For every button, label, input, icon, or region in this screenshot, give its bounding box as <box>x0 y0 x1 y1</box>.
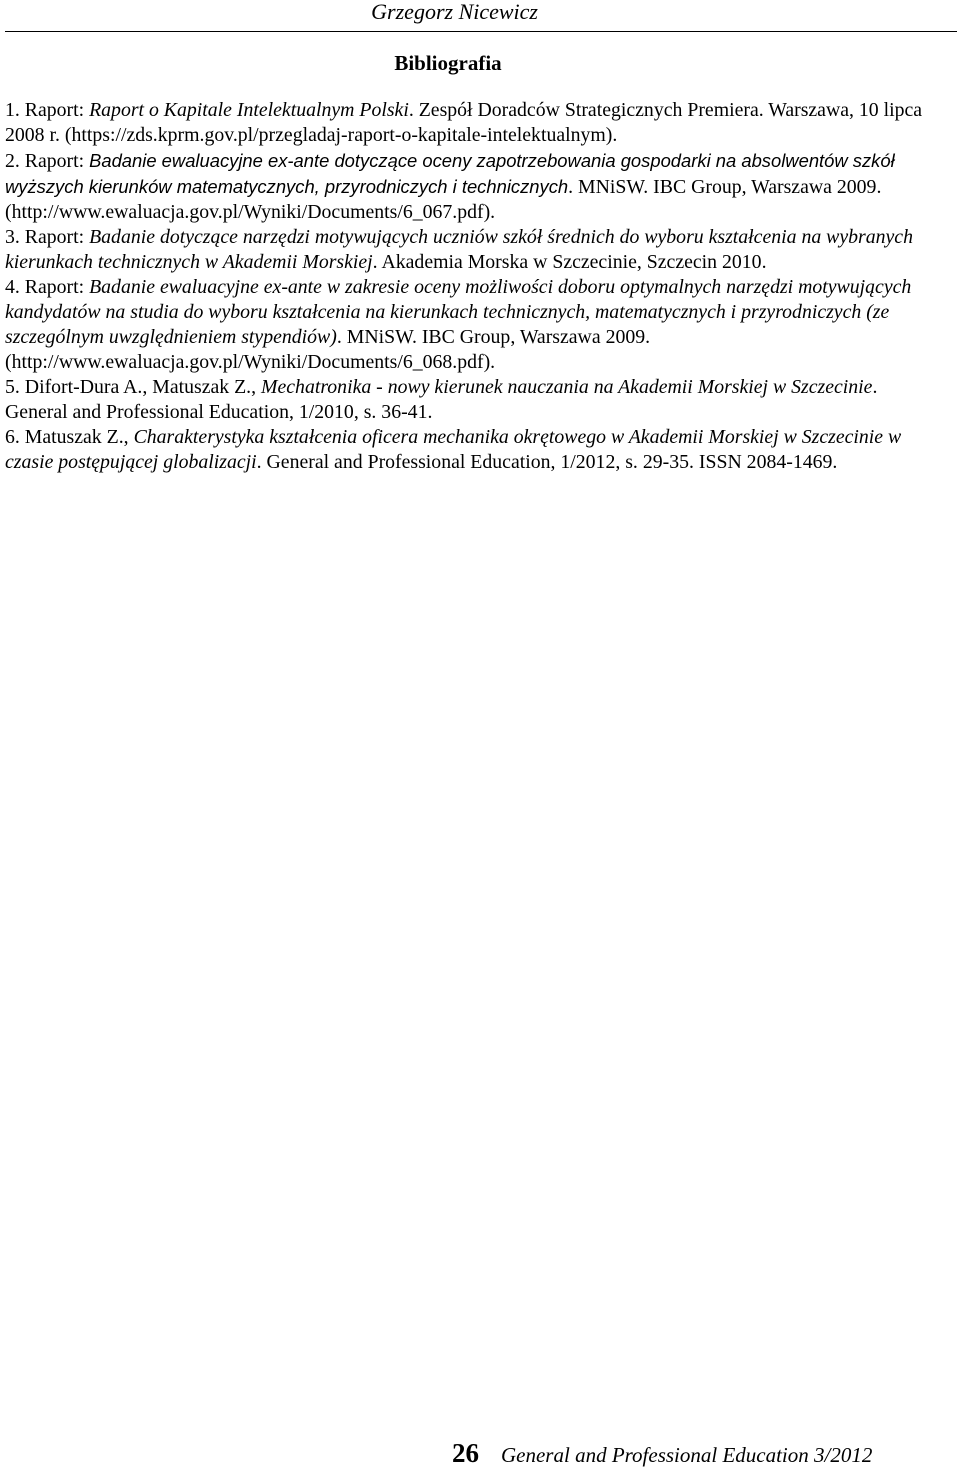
reference-details: . General and Professional Education, 1/2012, s. 29-35. ISSN 2084-1469. <box>256 451 838 473</box>
reference-number: 5. <box>5 376 20 398</box>
journal-title: General and Professional Education <box>501 1443 809 1467</box>
page-number: 26 <box>452 1438 479 1468</box>
reference-title: Badanie ewaluacyjne ex-ante w zakresie oceny możliwości doboru optymalnych narzędzi motywujących kandydatów na studia do wyboru kształcenia na kierunkach technicznych, matematycznych i przyrodniczych (ze szczególnym uwzględnieniem stypendiów) <box>5 276 912 348</box>
reference-number: 1. <box>5 99 20 121</box>
reference-details: . Zespół Doradców Strategicznych Premiera. Warszawa, 10 lipca 2008 r. (https://zds.kprm.gov.pl/przegladaj-raport-o-kapitale-intelektualnym). <box>5 99 923 146</box>
reference-item <box>5 275 935 375</box>
reference-title: Mechatronika - nowy kierunek nauczania na Akademii Morskiej w Szczecinie <box>261 376 873 398</box>
running-head-author: Grzegorz Nicewicz <box>371 0 538 24</box>
reference-item <box>5 148 935 225</box>
reference-title: Raport o Kapitale Intelektualnym Polski <box>89 99 409 121</box>
reference-prefix: Difort-Dura A., Matuszak Z., <box>24 376 262 398</box>
reference-list <box>5 98 935 475</box>
reference-item <box>5 225 935 275</box>
reference-prefix: Matuszak Z., <box>24 426 134 448</box>
reference-title: Charakterystyka kształcenia oficera mechanika okrętowego w Akademii Morskiej w Szczecinie w czasie postępującej globalizacji <box>5 426 902 473</box>
reference-prefix: Raport: <box>24 99 90 121</box>
reference-number: 4. <box>5 276 20 298</box>
header-rule <box>5 31 957 32</box>
reference-item <box>5 425 935 475</box>
reference-details: . MNiSW. IBC Group, Warszawa 2009. (http://www.ewaluacja.gov.pl/Wyniki/Documents/6_067.pdf). <box>5 176 882 223</box>
reference-number: 2. <box>5 150 20 172</box>
reference-prefix: Raport: <box>24 276 90 298</box>
reference-item <box>5 98 935 148</box>
reference-title: Badanie dotyczące narzędzi motywujących uczniów szkół średnich do wyboru kształcenia na wybranych kierunkach technicznych w Akademii Morskiej <box>5 226 913 273</box>
reference-number: 6. <box>5 426 20 448</box>
reference-prefix: Raport: <box>24 226 90 248</box>
reference-title: Badanie ewaluacyjne ex-ante dotyczące oceny zapotrzebowania gospodarki na absolwentów szkół wyższych kierunków matematycznych, przyrodniczych i technicznych <box>5 150 895 197</box>
reference-details: . Akademia Morska w Szczecinie, Szczecin 2010. <box>372 251 767 273</box>
journal-issue: 3/2012 <box>814 1443 873 1467</box>
reference-details: . General and Professional Education, 1/2010, s. 36-41. <box>5 376 878 423</box>
reference-item <box>5 375 935 425</box>
reference-number: 3. <box>5 226 20 248</box>
section-title: Bibliografia <box>394 51 502 75</box>
reference-prefix: Raport: <box>24 150 90 172</box>
reference-details: . MNiSW. IBC Group, Warszawa 2009. (http://www.ewaluacja.gov.pl/Wyniki/Documents/6_068.pdf). <box>5 326 651 373</box>
